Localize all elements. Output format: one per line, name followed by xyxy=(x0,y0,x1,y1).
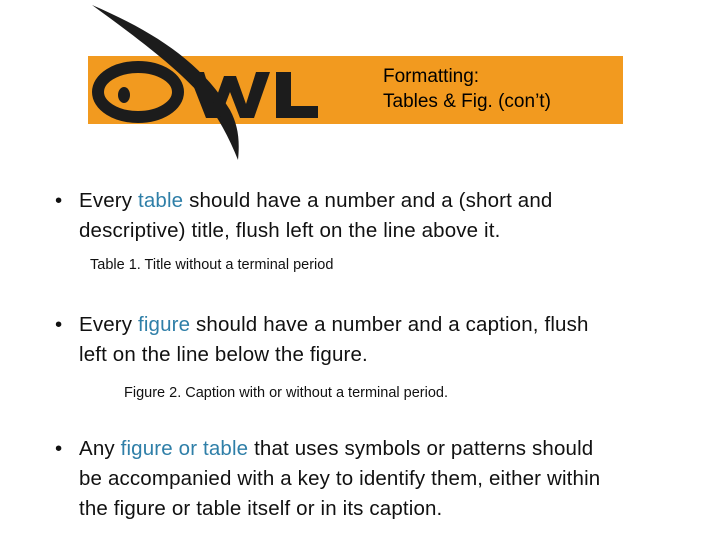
bullet-text: Any xyxy=(79,437,121,460)
bullet-text: be accompanied with a key to identify them, either within xyxy=(79,467,601,490)
bullet-text: should have a number and a (short and xyxy=(183,189,553,212)
bullet-text: the figure or table itself or in its caption. xyxy=(79,497,443,520)
bullet-marker: • xyxy=(55,437,63,460)
bullet-text: left on the line below the figure. xyxy=(79,343,368,366)
bullet-marker: • xyxy=(55,189,63,212)
slide-title-line2: Tables & Fig. (con’t) xyxy=(383,91,551,112)
slide-title-line1: Formatting: xyxy=(383,66,480,87)
bullet-item-figure xyxy=(79,310,689,370)
slide-title xyxy=(383,64,551,114)
keyword-figure: figure xyxy=(138,313,191,336)
keyword-table: table xyxy=(138,189,184,212)
bullet-text: Every xyxy=(79,313,138,336)
bullet-text: Every xyxy=(79,189,138,212)
bullet-item-table xyxy=(79,186,689,246)
owl-logo-icon xyxy=(80,0,340,165)
figure-caption-example: Figure 2. Caption with or without a terminal period. xyxy=(124,385,448,401)
bullet-item-key xyxy=(79,434,689,524)
bullet-text: descriptive) title, flush left on the line above it. xyxy=(79,219,501,242)
bullet-text: that uses symbols or patterns should xyxy=(248,437,594,460)
bullet-marker: • xyxy=(55,313,63,336)
bullet-text: should have a number and a caption, flush xyxy=(190,313,589,336)
table-title-example: Table 1. Title without a terminal period xyxy=(90,257,334,273)
keyword-figure-or-table: figure or table xyxy=(120,437,249,460)
